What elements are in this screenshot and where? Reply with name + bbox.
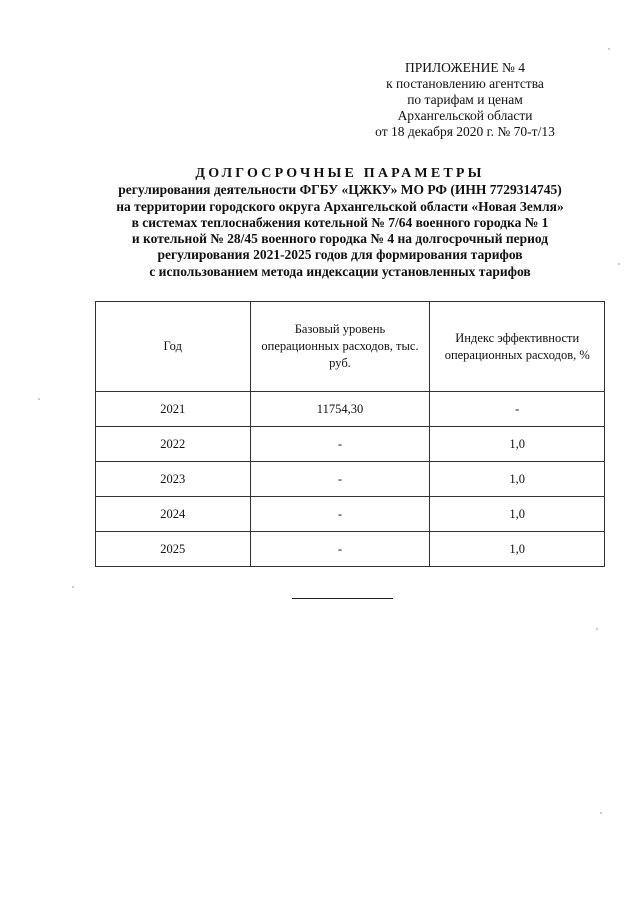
title-line: в системах теплоснабжения котельной № 7/64 военного городка № 1 — [131, 214, 549, 230]
cell-efficiency-index: 1,0 — [430, 427, 605, 462]
cell-base-level: 11754,30 — [250, 392, 430, 427]
header-efficiency-index: Индекс эффективности операционных расходов, % — [430, 302, 605, 392]
title-line: с использованием метода индексации установленных тарифов — [149, 263, 531, 279]
scan-speck — [600, 812, 602, 814]
cell-efficiency-index: 1,0 — [430, 462, 605, 497]
cell-efficiency-index: - — [430, 392, 605, 427]
scan-speck — [38, 398, 40, 400]
appendix-number: ПРИЛОЖЕНИЕ № 4 — [404, 60, 526, 75]
title-line: регулирования деятельности ФГБУ «ЦЖКУ» МО РФ (ИНН 7729314745) — [118, 182, 562, 198]
cell-efficiency-index: 1,0 — [430, 497, 605, 532]
cell-year: 2025 — [96, 532, 251, 567]
appendix-date: от 18 декабря 2020 г. № 70-т/13 — [375, 124, 555, 139]
table-row — [96, 427, 605, 462]
title-line: на территории городского округа Архангельской области «Новая Земля» — [116, 198, 564, 214]
table-row — [96, 462, 605, 497]
cell-efficiency-index: 1,0 — [430, 532, 605, 567]
header-base-level: Базовый уровень операционных расходов, тыс. руб. — [250, 302, 430, 392]
title-heading: ДОЛГОСРОЧНЫЕ ПАРАМЕТРЫ — [195, 166, 485, 181]
end-divider — [292, 598, 393, 599]
table-header-row — [96, 302, 605, 392]
appendix-line: по тарифам и ценам — [407, 92, 523, 107]
cell-year: 2021 — [96, 392, 251, 427]
cell-year: 2024 — [96, 497, 251, 532]
appendix-block — [340, 60, 590, 140]
header-year: Год — [96, 302, 251, 392]
parameters-table — [95, 301, 605, 567]
cell-year: 2023 — [96, 462, 251, 497]
appendix-line: к постановлению агентства — [386, 76, 544, 91]
table-row — [96, 497, 605, 532]
scan-speck — [596, 628, 598, 630]
scan-speck — [72, 586, 74, 588]
cell-year: 2022 — [96, 427, 251, 462]
cell-base-level: - — [250, 427, 430, 462]
title-line: и котельной № 28/45 военного городка № 4 на долгосрочный период — [131, 231, 549, 247]
cell-base-level: - — [250, 462, 430, 497]
scan-speck — [618, 263, 620, 265]
appendix-line: Архангельской области — [397, 108, 533, 123]
cell-base-level: - — [250, 532, 430, 567]
title-line: регулирования 2021-2025 годов для формирования тарифов — [157, 247, 523, 263]
document-title — [70, 166, 610, 280]
scan-speck — [608, 48, 610, 50]
table-row — [96, 392, 605, 427]
table-row — [96, 532, 605, 567]
cell-base-level: - — [250, 497, 430, 532]
